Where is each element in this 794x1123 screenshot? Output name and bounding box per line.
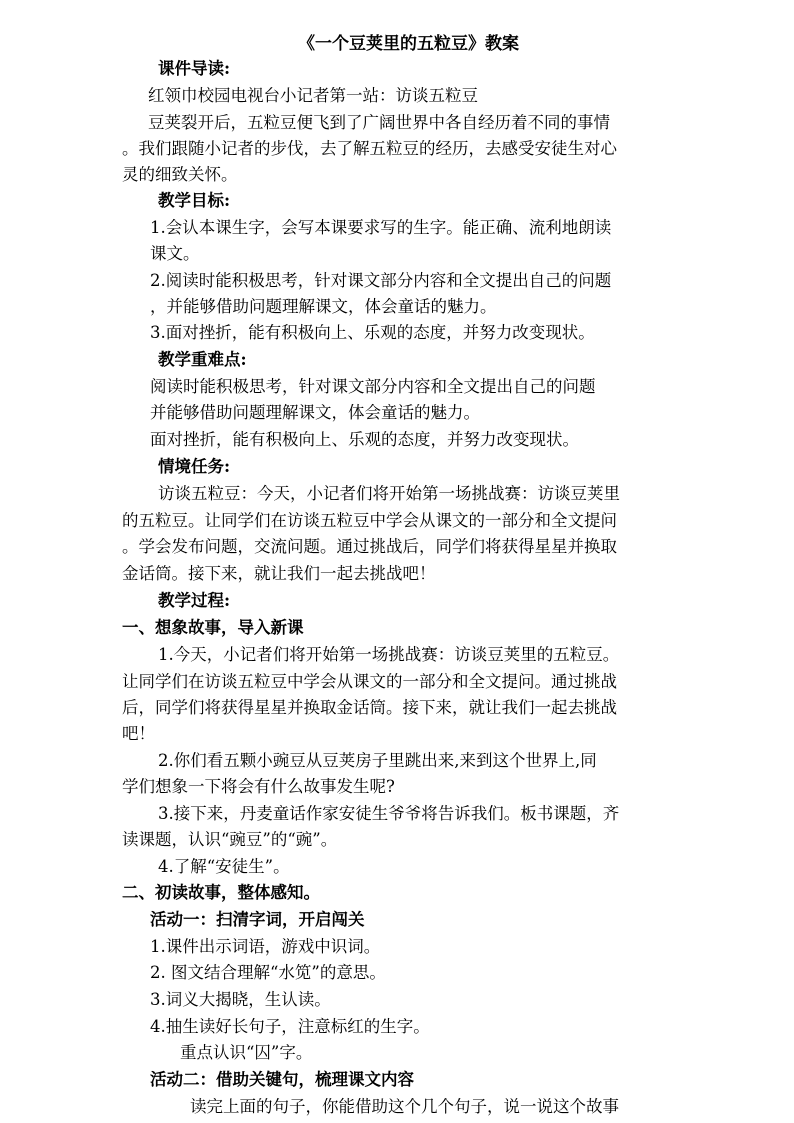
task-line: 访谈五粒豆：今天，小记者们将开始第一场挑战赛：访谈豆荚里 bbox=[158, 484, 620, 503]
activity1-line: 3.词义大揭晓，生认读。 bbox=[150, 990, 331, 1009]
goals-heading: 教学目标: bbox=[158, 191, 231, 210]
activity1-line: 1.课件出示词语，游戏中识词。 bbox=[150, 937, 381, 956]
part2-heading: 二、初读故事，整体感知。 bbox=[122, 883, 320, 902]
part1-line: 4.了解“安徒生”。 bbox=[158, 857, 290, 876]
task-heading: 情境任务: bbox=[158, 457, 231, 476]
key-points-heading: 教学重难点: bbox=[158, 350, 247, 369]
guide-line: 灵的细致关怀。 bbox=[122, 165, 238, 184]
goal-line: 1.会认本课生字，会写本课要求写的生字。能正确、流利地朗读 bbox=[150, 218, 612, 237]
guide-line: 豆荚裂开后，五粒豆便飞到了广阔世界中各自经历着不同的事情 bbox=[148, 113, 610, 132]
goal-line: ，并能够借助问题理解课文，体会童话的魅力。 bbox=[150, 297, 497, 316]
goal-line: 2.阅读时能积极思考，针对课文部分内容和全文提出自己的问题 bbox=[150, 271, 612, 290]
activity2-heading: 活动二：借助关键句，梳理课文内容 bbox=[150, 1070, 414, 1089]
document-title: 《一个豆荚里的五粒豆》教案 bbox=[298, 34, 519, 54]
part1-line: 学们想象一下将会有什么故事发生呢? bbox=[122, 777, 395, 796]
guide-line: 。我们跟随小记者的步伐，去了解五粒豆的经历，去感受安徒生对心 bbox=[122, 139, 617, 158]
part1-line: 1.今天，小记者们将开始第一场挑战赛：访谈豆荚里的五粒豆。 bbox=[158, 645, 620, 664]
goal-line: 课文。 bbox=[150, 244, 200, 263]
guide-line: 红领巾校园电视台小记者第一站：访谈五粒豆 bbox=[148, 86, 478, 105]
part1-heading: 一、想象故事，导入新课 bbox=[122, 618, 304, 637]
key-point-line: 阅读时能积极思考，针对课文部分内容和全文提出自己的问题 bbox=[150, 377, 596, 396]
part1-line: 2.你们看五颗小豌豆从豆荚房子里跳出来,来到这个世界上,同 bbox=[158, 751, 597, 770]
process-heading: 教学过程: bbox=[158, 591, 231, 610]
key-point-line: 并能够借助问题理解课文，体会童话的魅力。 bbox=[150, 403, 480, 422]
activity2-line: 读完上面的句子，你能借助这个几个句子，说一说这个故事 bbox=[190, 1097, 619, 1116]
part1-line: 让同学们在访谈五粒豆中学会从课文的一部分和全文提问。通过挑战 bbox=[122, 672, 617, 691]
activity1-line: 2. 图文结合理解“水笕”的意思。 bbox=[150, 963, 386, 982]
key-point-line: 面对挫折，能有积极向上、乐观的态度，并努力改变现状。 bbox=[150, 430, 579, 449]
task-line: 金话筒。接下来，就让我们一起去挑战吧！ bbox=[122, 564, 436, 583]
goal-line: 3.面对挫折，能有积极向上、乐观的态度，并努力改变现状。 bbox=[150, 323, 595, 342]
part1-line: 3.接下来，丹麦童话作家安徒生爷爷将告诉我们。板书课题，齐 bbox=[158, 804, 620, 823]
guide-heading: 课件导读: bbox=[158, 59, 231, 78]
part1-line: 读课题，认识“豌豆”的“豌”。 bbox=[122, 830, 338, 849]
activity1-heading: 活动一：扫清字词，开启闯关 bbox=[150, 910, 365, 929]
activity1-line: 重点认识“囚”字。 bbox=[180, 1043, 313, 1062]
activity1-line: 4.抽生读好长句子，注意标红的生字。 bbox=[150, 1017, 430, 1036]
part1-line: 后，同学们将获得星星并换取金话筒。接下来，就让我们一起去挑战 bbox=[122, 698, 617, 717]
task-line: 的五粒豆。让同学们在访谈五粒豆中学会从课文的一部分和全文提问 bbox=[122, 511, 617, 530]
part1-line: 吧！ bbox=[122, 724, 155, 743]
task-line: 。学会发布问题，交流问题。通过挑战后，同学们将获得星星并换取 bbox=[122, 537, 617, 556]
